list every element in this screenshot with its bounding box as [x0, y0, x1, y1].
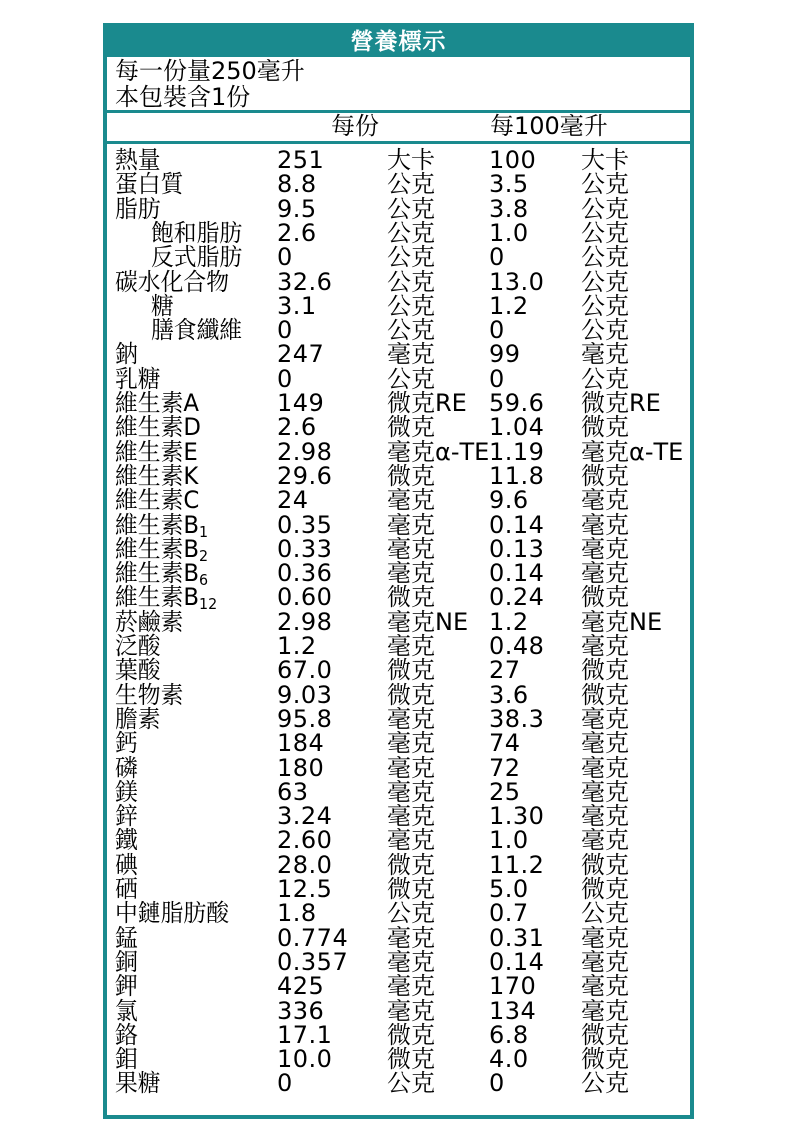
- unit-per-100ml: 毫克: [581, 972, 629, 1001]
- unit-per-100ml: 公克: [581, 170, 629, 199]
- nutrient-row: [107, 341, 690, 367]
- value-per-100ml: 11.8: [489, 461, 545, 490]
- unit-per-serving: 毫克: [387, 729, 435, 758]
- unit-per-serving: 公克: [387, 194, 435, 223]
- value-per-serving: 3.24: [277, 802, 333, 831]
- value-per-serving: 0: [277, 364, 293, 393]
- value-per-serving: 24: [277, 486, 309, 515]
- nutrient-subscript: 1: [199, 522, 209, 541]
- nutrient-subscript: 2: [199, 546, 209, 565]
- unit-per-serving: 毫克: [387, 996, 435, 1025]
- value-per-100ml: 1.0: [489, 826, 529, 855]
- unit-per-100ml: 微克: [581, 875, 629, 903]
- unit-per-100ml: 微克: [581, 461, 629, 490]
- unit-per-serving: 微克: [387, 583, 435, 612]
- unit-per-100ml: 毫克: [581, 753, 629, 782]
- value-per-100ml: 9.6: [489, 486, 529, 515]
- unit-per-serving: 毫克: [387, 534, 435, 563]
- unit-per-100ml: 毫克α-TE: [581, 437, 684, 466]
- nutrient-row: [107, 876, 690, 902]
- value-per-serving: 247: [277, 340, 325, 369]
- value-per-serving: 251: [277, 146, 325, 174]
- nutrient-row: [107, 463, 690, 489]
- value-per-100ml: 27: [489, 656, 521, 685]
- value-per-100ml: 0.14: [489, 947, 545, 976]
- value-per-100ml: 134: [489, 996, 537, 1025]
- value-per-serving: 29.6: [277, 461, 333, 490]
- unit-per-serving: 毫克NE: [387, 607, 469, 636]
- nutrient-name: 葉酸: [115, 656, 161, 685]
- value-per-serving: 184: [277, 729, 325, 758]
- column-header-per-serving: 每份: [331, 112, 379, 140]
- value-per-100ml: 1.2: [489, 291, 529, 320]
- column-header-per-100ml: 每100毫升: [490, 112, 608, 140]
- value-per-serving: 2.6: [277, 218, 317, 247]
- unit-per-serving: 微克: [387, 680, 435, 709]
- value-per-100ml: 1.19: [489, 437, 545, 466]
- value-per-serving: 0.35: [277, 510, 333, 539]
- value-per-100ml: 1.2: [489, 607, 529, 636]
- value-per-100ml: 3.5: [489, 170, 529, 199]
- unit-per-serving: 毫克: [387, 559, 435, 588]
- panel-title: 營養標示: [107, 27, 690, 57]
- value-per-100ml: 4.0: [489, 1045, 529, 1074]
- value-per-serving: 1.8: [277, 899, 317, 928]
- unit-per-serving: 公克: [387, 267, 435, 296]
- nutrient-name: 碘: [115, 850, 138, 879]
- unit-per-serving: 毫克: [387, 923, 435, 952]
- unit-per-100ml: 公克: [581, 899, 629, 928]
- nutrient-name: 飽和脂肪: [151, 218, 243, 247]
- nutrient-row: [107, 900, 690, 926]
- value-per-100ml: 1.04: [489, 413, 545, 442]
- unit-per-serving: 毫克: [387, 826, 435, 855]
- unit-per-serving: 大卡: [387, 146, 435, 174]
- nutrient-name: 膽素: [115, 704, 161, 733]
- value-per-100ml: 0: [489, 364, 505, 393]
- unit-per-100ml: 微克RE: [581, 389, 661, 417]
- nutrient-name: 反式脂肪: [151, 243, 243, 272]
- value-per-serving: 0.60: [277, 583, 333, 612]
- unit-per-serving: 毫克: [387, 753, 435, 782]
- value-per-serving: 1.2: [277, 632, 317, 660]
- nutrient-name: 脂肪: [115, 194, 161, 223]
- nutrient-row: [107, 196, 690, 222]
- unit-per-100ml: 毫克: [581, 729, 629, 758]
- nutrient-row: [107, 803, 690, 829]
- nutrient-row: [107, 1046, 690, 1072]
- nutrient-name: 維生素C: [115, 486, 200, 515]
- value-per-100ml: 3.8: [489, 194, 529, 223]
- nutrient-row: [107, 1070, 690, 1096]
- unit-per-serving: 公克: [387, 170, 435, 199]
- nutrient-name: 膳食纖維: [151, 316, 243, 345]
- nutrient-row: [107, 414, 690, 440]
- unit-per-100ml: 毫克: [581, 632, 629, 660]
- value-per-100ml: 170: [489, 972, 537, 1001]
- value-per-serving: 0.36: [277, 559, 333, 588]
- nutrition-panel: [103, 23, 694, 1119]
- value-per-100ml: 25: [489, 777, 521, 806]
- unit-per-serving: 公克: [387, 243, 435, 272]
- nutrient-row: [107, 390, 690, 416]
- unit-per-100ml: 毫克: [581, 340, 629, 369]
- unit-per-100ml: 微克: [581, 583, 629, 612]
- unit-per-100ml: 毫克: [581, 947, 629, 976]
- nutrient-row: [107, 949, 690, 975]
- value-per-serving: 180: [277, 753, 325, 782]
- value-per-100ml: 0: [489, 316, 505, 345]
- nutrient-name: 維生素D: [115, 413, 201, 442]
- value-per-100ml: 0.7: [489, 899, 529, 928]
- unit-per-serving: 微克: [387, 656, 435, 685]
- unit-per-100ml: 毫克: [581, 534, 629, 563]
- nutrient-name: 維生素B12: [115, 583, 218, 614]
- nutrient-row: [107, 609, 690, 635]
- nutrient-row: [107, 973, 690, 999]
- unit-per-serving: 公克: [387, 1069, 435, 1098]
- value-per-serving: 28.0: [277, 850, 333, 879]
- unit-per-100ml: 公克: [581, 316, 629, 345]
- nutrient-row: [107, 366, 690, 392]
- nutrient-row: [107, 730, 690, 756]
- nutrient-row: [107, 510, 690, 541]
- nutrient-row: [107, 633, 690, 659]
- unit-per-serving: 毫克: [387, 632, 435, 660]
- unit-per-serving: 毫克: [387, 777, 435, 806]
- unit-per-serving: 公克: [387, 316, 435, 345]
- value-per-serving: 2.6: [277, 413, 317, 442]
- nutrient-row: [107, 269, 690, 295]
- nutrient-name: 維生素B2: [115, 534, 209, 565]
- value-per-100ml: 0.14: [489, 510, 545, 539]
- value-per-100ml: 0.48: [489, 632, 545, 660]
- nutrient-name: 維生素K: [115, 461, 199, 490]
- unit-per-serving: 微克: [387, 875, 435, 903]
- unit-per-serving: 毫克: [387, 510, 435, 539]
- nutrient-name: 菸鹼素: [115, 607, 184, 636]
- value-per-serving: 9.03: [277, 680, 333, 709]
- unit-per-serving: 微克: [387, 413, 435, 442]
- value-per-serving: 95.8: [277, 704, 333, 733]
- nutrient-name: 蛋白質: [115, 170, 184, 199]
- nutrient-name: 維生素B6: [115, 559, 209, 590]
- unit-per-100ml: 毫克: [581, 826, 629, 855]
- unit-per-100ml: 微克: [581, 850, 629, 879]
- unit-per-serving: 毫克: [387, 340, 435, 369]
- nutrient-row: [107, 998, 690, 1024]
- unit-per-100ml: 毫克: [581, 802, 629, 831]
- nutrient-name: 磷: [115, 753, 138, 782]
- nutrient-name: 鈉: [115, 340, 138, 369]
- nutrient-row: [107, 852, 690, 878]
- value-per-serving: 3.1: [277, 291, 317, 320]
- unit-per-100ml: 毫克: [581, 923, 629, 952]
- value-per-100ml: 1.30: [489, 802, 545, 831]
- value-per-serving: 0.357: [277, 947, 349, 976]
- unit-per-100ml: 毫克: [581, 777, 629, 806]
- unit-per-100ml: 微克: [581, 656, 629, 685]
- nutrient-subscript: 6: [199, 571, 209, 590]
- value-per-serving: 2.60: [277, 826, 333, 855]
- nutrient-row: [107, 657, 690, 683]
- value-per-100ml: 6.8: [489, 1020, 529, 1049]
- unit-per-100ml: 毫克: [581, 510, 629, 539]
- value-per-100ml: 13.0: [489, 267, 545, 296]
- unit-per-serving: 微克: [387, 461, 435, 490]
- unit-per-serving: 微克: [387, 1045, 435, 1074]
- value-per-100ml: 38.3: [489, 704, 545, 733]
- unit-per-serving: 毫克: [387, 486, 435, 515]
- unit-per-serving: 公克: [387, 291, 435, 320]
- value-per-100ml: 1.0: [489, 218, 529, 247]
- nutrient-row: [107, 559, 690, 590]
- divider-header: [107, 141, 690, 144]
- unit-per-serving: 毫克: [387, 972, 435, 1001]
- nutrient-row: [107, 147, 690, 173]
- unit-per-100ml: 公克: [581, 243, 629, 272]
- value-per-serving: 0: [277, 1069, 293, 1098]
- value-per-serving: 10.0: [277, 1045, 333, 1074]
- nutrient-name: 乳糖: [115, 364, 161, 393]
- unit-per-serving: 公克: [387, 899, 435, 928]
- nutrient-row: [107, 293, 690, 319]
- unit-per-100ml: 公克: [581, 218, 629, 247]
- nutrient-name: 維生素E: [115, 437, 198, 466]
- unit-per-100ml: 毫克: [581, 996, 629, 1025]
- nutrient-name: 鉀: [115, 972, 138, 1001]
- unit-per-serving: 毫克α-TE: [387, 437, 490, 466]
- unit-per-serving: 公克: [387, 364, 435, 393]
- unit-per-serving: 毫克: [387, 802, 435, 831]
- nutrient-row: [107, 779, 690, 805]
- servings-per-pack: 本包裝含1份: [115, 83, 251, 111]
- value-per-serving: 149: [277, 389, 325, 417]
- nutrient-name: 鋅: [115, 802, 138, 831]
- unit-per-100ml: 公克: [581, 364, 629, 393]
- unit-per-100ml: 毫克: [581, 704, 629, 733]
- value-per-serving: 0.774: [277, 923, 349, 952]
- value-per-serving: 67.0: [277, 656, 333, 685]
- value-per-100ml: 0.31: [489, 923, 545, 952]
- serving-info: [115, 58, 305, 110]
- value-per-100ml: 0: [489, 243, 505, 272]
- value-per-serving: 2.98: [277, 607, 333, 636]
- value-per-serving: 32.6: [277, 267, 333, 296]
- value-per-serving: 0.33: [277, 534, 333, 563]
- nutrient-name: 泛酸: [115, 632, 161, 660]
- nutrient-name: 熱量: [115, 146, 161, 174]
- nutrient-row: [107, 583, 690, 614]
- value-per-serving: 425: [277, 972, 325, 1001]
- nutrient-name: 中鏈脂肪酸: [115, 899, 229, 928]
- nutrient-name: 錳: [115, 923, 138, 952]
- nutrient-row: [107, 1022, 690, 1048]
- value-per-100ml: 99: [489, 340, 521, 369]
- nutrient-name: 鉬: [115, 1045, 138, 1074]
- unit-per-serving: 微克: [387, 850, 435, 879]
- value-per-100ml: 0.24: [489, 583, 545, 612]
- value-per-serving: 9.5: [277, 194, 317, 223]
- unit-per-serving: 毫克: [387, 704, 435, 733]
- nutrient-row: [107, 220, 690, 246]
- nutrient-subscript: 12: [199, 595, 218, 614]
- unit-per-serving: 毫克: [387, 947, 435, 976]
- nutrient-row: [107, 706, 690, 732]
- nutrient-name: 維生素A: [115, 389, 200, 417]
- nutrient-name: 銅: [115, 947, 138, 976]
- value-per-serving: 17.1: [277, 1020, 333, 1049]
- value-per-serving: 12.5: [277, 875, 333, 903]
- value-per-serving: 336: [277, 996, 325, 1025]
- value-per-100ml: 0.13: [489, 534, 545, 563]
- nutrient-name: 鈣: [115, 729, 138, 758]
- unit-per-100ml: 大卡: [581, 146, 629, 174]
- unit-per-100ml: 公克: [581, 291, 629, 320]
- value-per-100ml: 59.6: [489, 389, 545, 417]
- nutrient-name: 果糖: [115, 1069, 161, 1098]
- value-per-100ml: 100: [489, 146, 537, 174]
- nutrient-name: 鎂: [115, 777, 138, 806]
- unit-per-100ml: 公克: [581, 1069, 629, 1098]
- value-per-100ml: 11.2: [489, 850, 545, 879]
- nutrient-row: [107, 171, 690, 197]
- value-per-serving: 0: [277, 243, 293, 272]
- unit-per-100ml: 毫克: [581, 559, 629, 588]
- unit-per-serving: 公克: [387, 218, 435, 247]
- value-per-100ml: 0: [489, 1069, 505, 1098]
- nutrient-row: [107, 755, 690, 781]
- unit-per-100ml: 公克: [581, 267, 629, 296]
- unit-per-100ml: 毫克: [581, 486, 629, 515]
- unit-per-100ml: 微克: [581, 680, 629, 709]
- nutrient-row: [107, 827, 690, 853]
- nutrient-name: 碳水化合物: [115, 267, 229, 296]
- unit-per-serving: 微克RE: [387, 389, 467, 417]
- nutrient-name: 鐵: [115, 826, 138, 855]
- nutrient-name: 硒: [115, 875, 138, 903]
- value-per-100ml: 3.6: [489, 680, 529, 709]
- value-per-100ml: 0.14: [489, 559, 545, 588]
- nutrient-name: 鉻: [115, 1020, 138, 1049]
- value-per-serving: 0: [277, 316, 293, 345]
- nutrient-name: 氯: [115, 996, 138, 1025]
- nutrient-row: [107, 534, 690, 565]
- value-per-serving: 8.8: [277, 170, 317, 199]
- nutrient-name: 維生素B1: [115, 510, 209, 541]
- nutrient-row: [107, 925, 690, 951]
- value-per-serving: 2.98: [277, 437, 333, 466]
- nutrient-row: [107, 317, 690, 343]
- nutrient-name: 生物素: [115, 680, 184, 709]
- value-per-100ml: 74: [489, 729, 521, 758]
- value-per-100ml: 72: [489, 753, 521, 782]
- unit-per-100ml: 毫克NE: [581, 607, 663, 636]
- serving-size: 每一份量250毫升: [115, 57, 305, 85]
- nutrient-row: [107, 244, 690, 270]
- nutrient-row: [107, 439, 690, 465]
- unit-per-100ml: 微克: [581, 413, 629, 442]
- nutrient-name: 糖: [151, 291, 174, 320]
- unit-per-100ml: 微克: [581, 1045, 629, 1074]
- nutrient-row: [107, 682, 690, 708]
- unit-per-100ml: 公克: [581, 194, 629, 223]
- unit-per-serving: 微克: [387, 1020, 435, 1049]
- value-per-serving: 63: [277, 777, 309, 806]
- nutrient-row: [107, 487, 690, 513]
- value-per-100ml: 5.0: [489, 875, 529, 903]
- unit-per-100ml: 微克: [581, 1020, 629, 1049]
